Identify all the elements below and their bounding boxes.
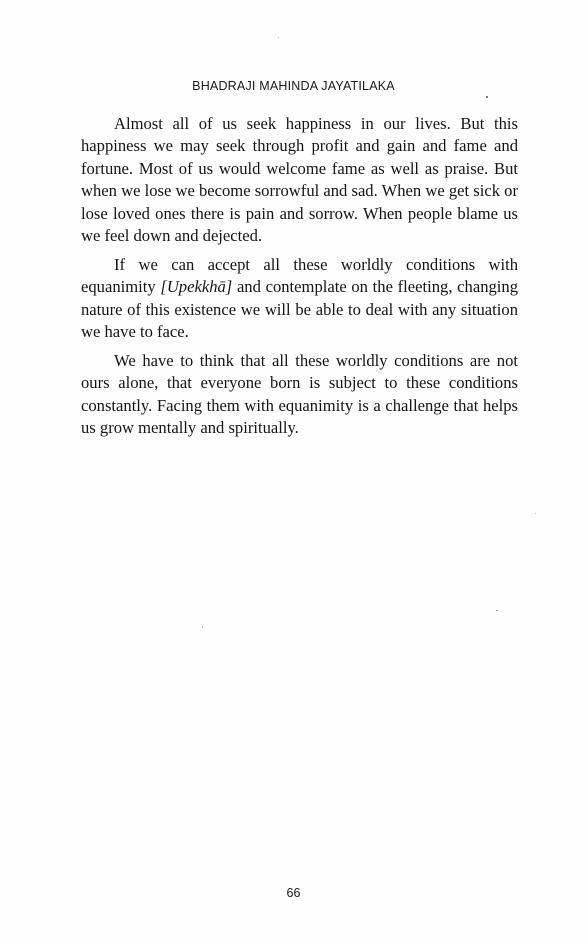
paragraph-2	[81, 254, 518, 344]
paragraph-2-rest: and contemplate on the fleeting, changing nature of this existence we will be able to deal with any situation we have to face.	[81, 277, 518, 342]
scan-speck	[535, 513, 536, 514]
running-head: BHADRAJI MAHINDA JAYATILAKA	[192, 79, 395, 93]
body-text	[81, 113, 518, 446]
paragraph-2-lead: If we can accept all these worldly conditions with equanimity	[81, 254, 518, 297]
page-number: 66	[286, 886, 301, 900]
pali-term: [Upekkhā]	[160, 277, 233, 297]
paragraph-1: Almost all of us seek happiness in our lives. But this happiness we may seek through profit and gain and fame and fortune. Most of us would welcome fame as well as praise. But when we lose we become sorrowful and sad. When we get sick or lose loved ones there is pain and sorrow. When people blame us we feel down and dejected.	[81, 114, 518, 246]
scan-speck	[202, 626, 203, 628]
scan-speck	[496, 610, 498, 611]
paragraph-3: We have to think that all these worldly conditions are not ours alone, that everyone born is subject to these conditions constantly. Facing them with equanimity is a challenge that helps us grow mentally and spiritually.	[81, 351, 518, 438]
scan-speck	[486, 96, 488, 98]
scan-speck	[278, 37, 279, 38]
